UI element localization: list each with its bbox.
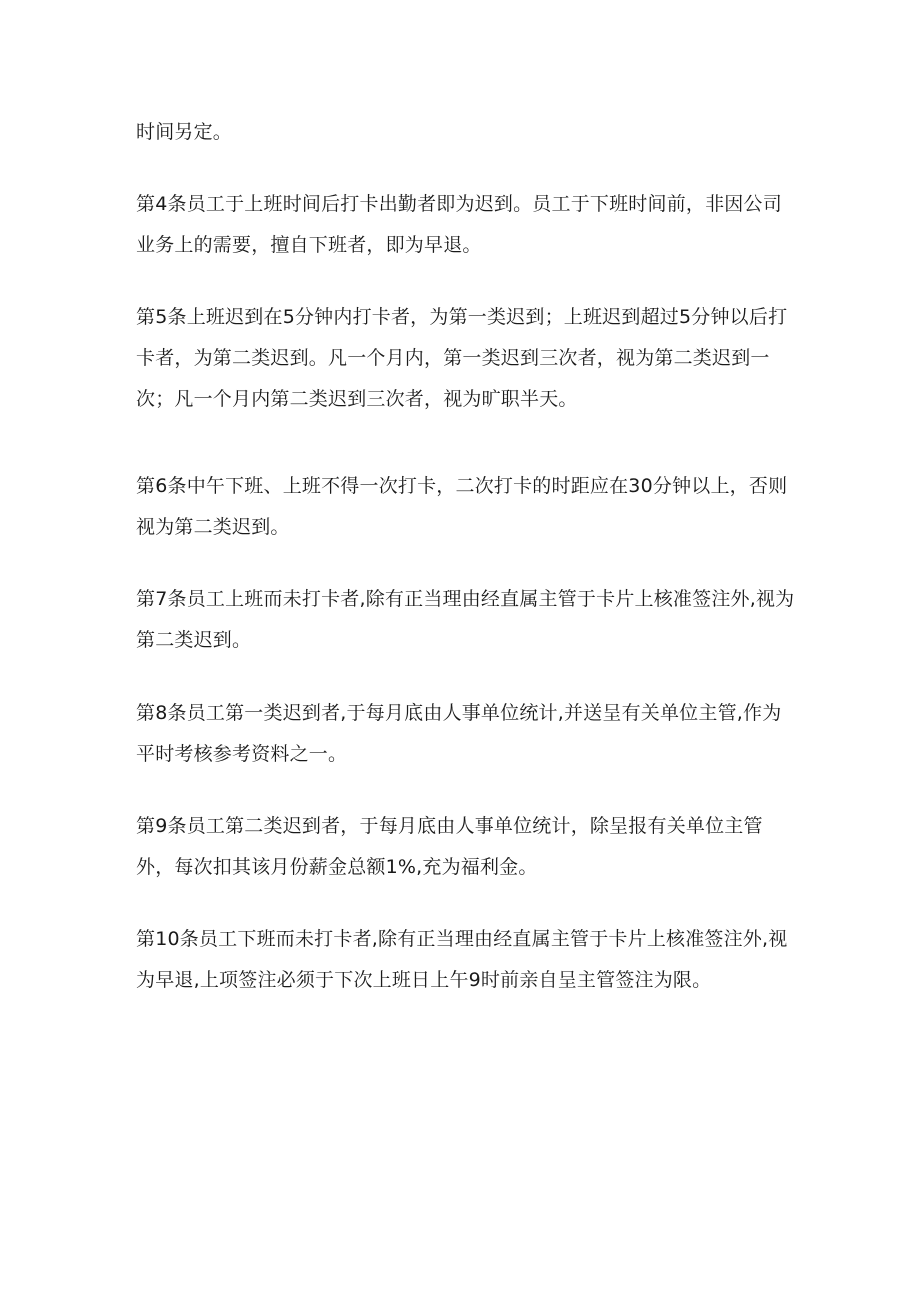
paragraph-article-6: 第6条中午下班、上班不得一次打卡，二次打卡的时距应在30分钟以上，否则视为第二类迟到。 [136, 475, 788, 538]
paragraph-article-9: 第9条员工第二类迟到者，于每月底由人事单位统计，除呈报有关单位主管外，每次扣其该月份薪金总额1%,充为福利金。 [136, 815, 763, 878]
paragraph-article-8: 第8条员工第一类迟到者,于每月底由人事单位统计,并送呈有关单位主管,作为平时考核参考资料之一。 [136, 702, 782, 765]
paragraph-article-4: 第4条员工于上班时间后打卡出勤者即为迟到。员工于下班时间前，非因公司业务上的需要，擅自下班者，即为早退。 [136, 193, 782, 256]
paragraph-article-10: 第10条员工下班而未打卡者,除有正当理由经直属主管于卡片上核准签注外,视为早退,上项签注必须于下次上班日上午9时前亲自呈主管签注为限。 [136, 928, 788, 991]
paragraph-continuation: 时间另定。 [136, 121, 233, 143]
paragraph-article-7: 第7条员工上班而未打卡者,除有正当理由经直属主管于卡片上核准签注外,视为第二类迟到。 [136, 588, 795, 651]
paragraph-article-5: 第5条上班迟到在5分钟内打卡者，为第一类迟到；上班迟到超过5分钟以后打卡者，为第二类迟到。凡一个月内，第一类迟到三次者，视为第二类迟到一次；凡一个月内第二类迟到三次者，视为旷职半天。 [136, 306, 788, 410]
